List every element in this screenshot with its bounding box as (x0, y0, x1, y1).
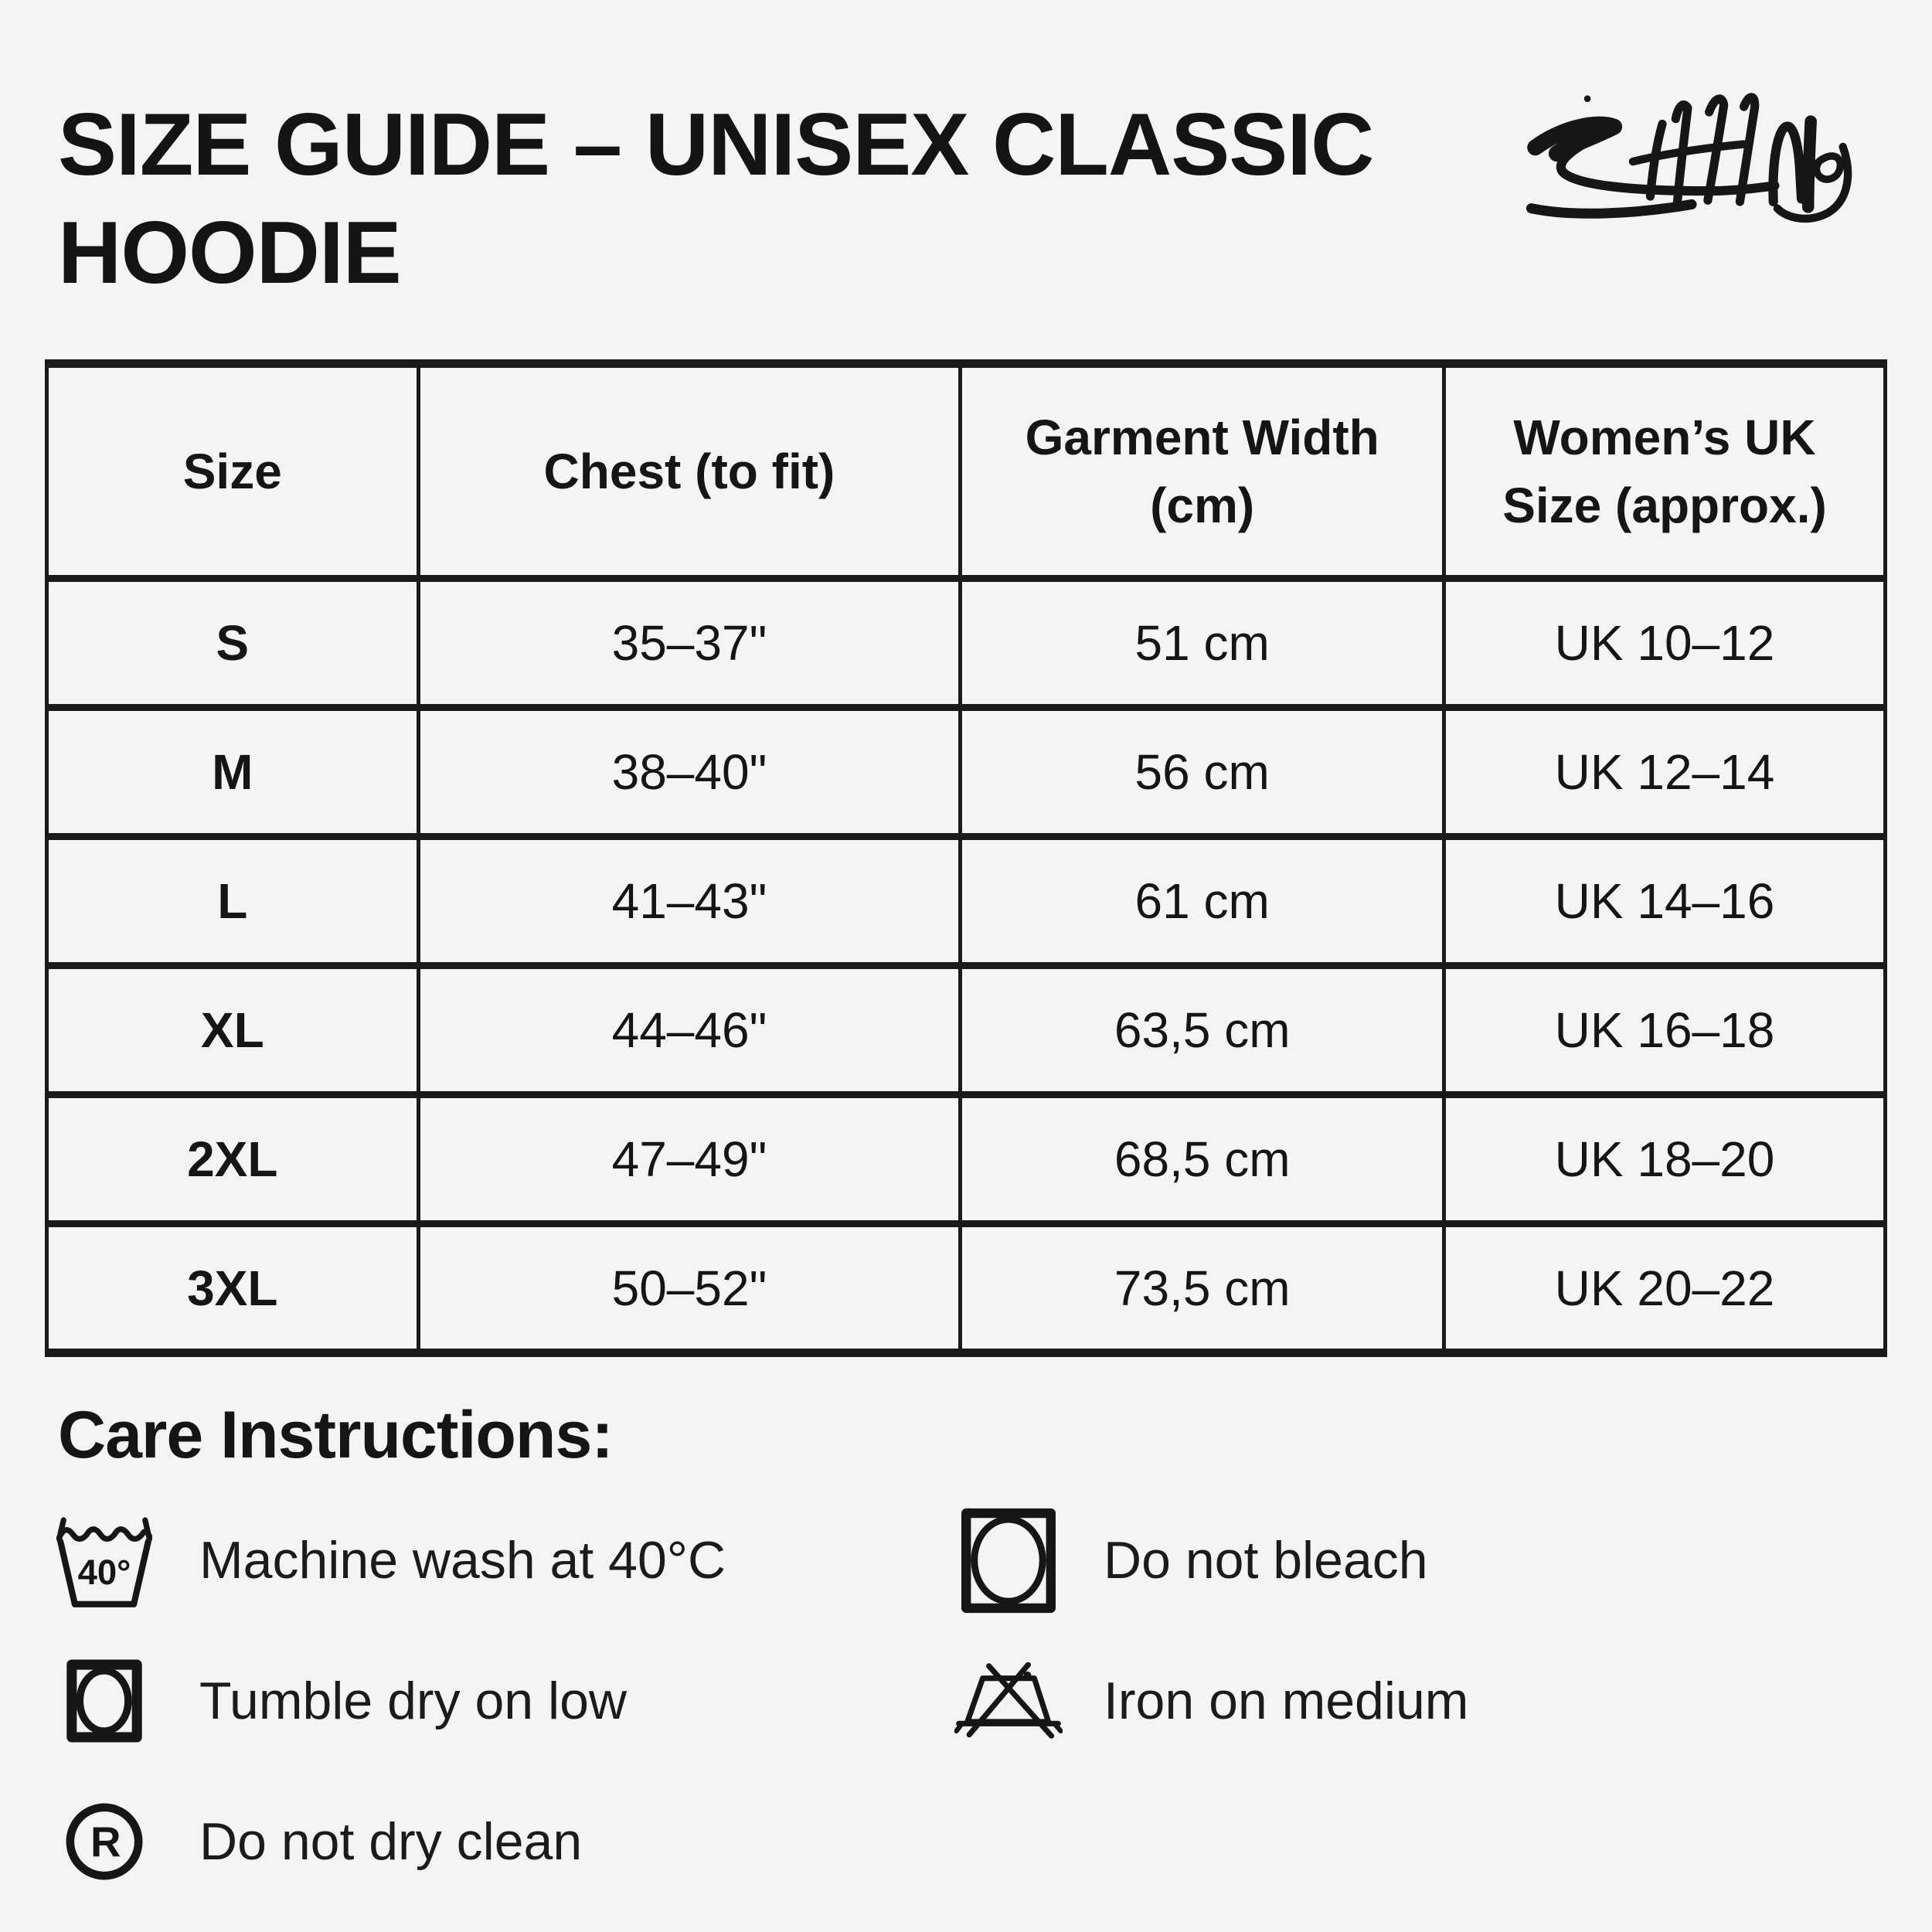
care-column-left (46, 1490, 951, 1912)
care-label: Iron on medium (1104, 1672, 1469, 1730)
chest-cell: 41–43" (418, 837, 961, 966)
brand-logo (1478, 77, 1887, 251)
chest-cell: 38–40" (418, 708, 961, 837)
header-row (47, 364, 1886, 579)
table-row-s (47, 579, 1886, 708)
care-label: Do not bleach (1104, 1531, 1428, 1590)
size-table-section (45, 359, 1887, 1357)
table-row-m (47, 708, 1886, 837)
womens-uk-cell: UK 20–22 (1444, 1224, 1886, 1353)
size-cell: S (47, 579, 419, 708)
table-row-l (47, 837, 1886, 966)
womens-uk-cell: UK 14–16 (1444, 837, 1886, 966)
garment-width-cell: 73,5 cm (961, 1224, 1444, 1353)
care-item-dry-clean (46, 1771, 951, 1912)
machine-wash-40-icon (46, 1510, 162, 1611)
col-header-chest: Chest (to fit) (418, 364, 961, 579)
size-cell: M (47, 708, 419, 837)
size-cell: 3XL (47, 1224, 419, 1353)
womens-uk-cell: UK 12–14 (1444, 708, 1886, 837)
brand-signature-icon (1478, 77, 1887, 251)
garment-width-cell: 68,5 cm (961, 1095, 1444, 1224)
chest-cell: 35–37" (418, 579, 961, 708)
garment-width-cell: 63,5 cm (961, 966, 1444, 1095)
care-item-iron (951, 1631, 1901, 1771)
womens-uk-cell: UK 18–20 (1444, 1095, 1886, 1224)
size-cell: 2XL (47, 1095, 419, 1224)
svg-text:40°: 40° (77, 1552, 131, 1592)
col-header-womens-uk: Women’s UK Size (approx.) (1444, 364, 1886, 579)
care-column-right (951, 1490, 1901, 1912)
page-title: SIZE GUIDE – UNISEX CLASSIC HOODIE (58, 96, 1374, 303)
size-cell: L (47, 837, 419, 966)
chest-cell: 47–49" (418, 1095, 961, 1224)
do-not-dry-clean-icon (46, 1801, 162, 1883)
table-row-3xl (47, 1224, 1886, 1353)
garment-width-cell: 51 cm (961, 579, 1444, 708)
garment-width-cell: 61 cm (961, 837, 1444, 966)
chest-cell: 50–52" (418, 1224, 961, 1353)
care-label: Do not dry clean (199, 1812, 583, 1871)
garment-width-cell: 56 cm (961, 708, 1444, 837)
tumble-dry-low-icon (46, 1658, 162, 1743)
care-item-machine-wash (46, 1490, 951, 1631)
womens-uk-cell: UK 16–18 (1444, 966, 1886, 1095)
womens-uk-cell: UK 10–12 (1444, 579, 1886, 708)
do-not-bleach-icon (951, 1508, 1066, 1614)
table-row-2xl (47, 1095, 1886, 1224)
care-item-bleach (951, 1490, 1901, 1631)
table-row-xl (47, 966, 1886, 1095)
care-instructions-section (46, 1490, 1901, 1912)
care-label: Machine wash at 40°C (199, 1531, 726, 1590)
care-item-tumble-dry (46, 1631, 951, 1771)
svg-text:R: R (90, 1818, 121, 1866)
size-cell: XL (47, 966, 419, 1095)
col-header-garment-width: Garment Width (cm) (961, 364, 1444, 579)
size-table (45, 359, 1887, 1357)
care-label: Tumble dry on low (199, 1672, 628, 1730)
care-instructions-heading: Care Instructions: (58, 1398, 613, 1472)
chest-cell: 44–46" (418, 966, 961, 1095)
col-header-size: Size (47, 364, 419, 579)
iron-medium-icon (951, 1662, 1066, 1740)
